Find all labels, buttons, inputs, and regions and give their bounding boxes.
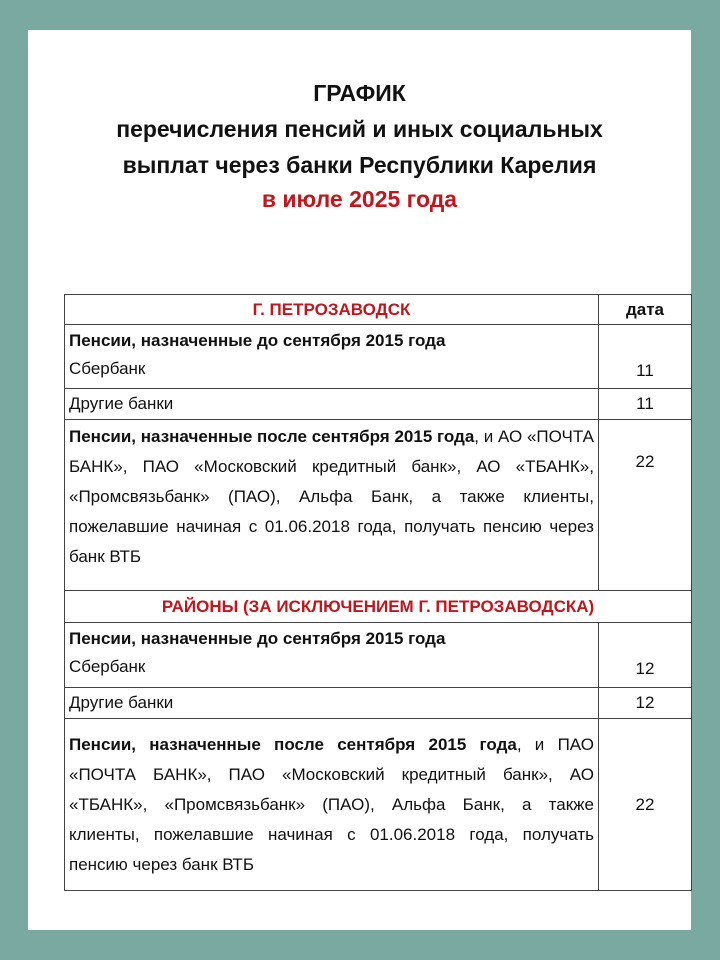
- table-row: [65, 420, 692, 591]
- region-header-row: [65, 591, 692, 623]
- city-after-date-cell: [598, 420, 691, 591]
- table-row: [65, 623, 692, 688]
- region-after-heading: Пенсии, назначенные после сентября 2015 года: [69, 734, 517, 754]
- table-row: [65, 389, 692, 420]
- city-after-heading: Пенсии, назначенные после сентября 2015 года: [69, 427, 475, 446]
- table-header-row: [65, 295, 692, 325]
- region-sberbank-date-cell: [598, 623, 691, 688]
- city-early-heading: Пенсии, назначенные до сентября 2015 года: [69, 331, 446, 350]
- city-sberbank-label: Сбербанк: [69, 359, 146, 378]
- region-after-text: , и ПАО «ПОЧТА БАНК», ПАО «Московский кредитный банк», АО «ТБАНК», «Промсвязьбанк» (ПАО), Альфа Банк, а также клиенты, пожелавшие начиная с 01.06.2018 года, получать пенсию через банк ВТБ: [69, 734, 594, 874]
- city-header: Г. ПЕТРОЗАВОДСК: [65, 295, 599, 325]
- table-row: [65, 719, 692, 891]
- table-row: [65, 688, 692, 719]
- city-other-date: 11: [598, 389, 691, 420]
- city-after-text: , и АО «ПОЧТА БАНК», ПАО «Московский кредитный банк», АО «ТБАНК», «Промсвязьбанк» (ПАО), Альфа Банк, а также клиенты, пожелавшие начиная с 01.06.2018 года, получать пенсию через банк ВТБ: [69, 427, 594, 566]
- document-card: [28, 30, 691, 930]
- region-after-cell: [65, 719, 599, 891]
- city-sberbank-date: 11: [636, 361, 654, 380]
- region-sberbank-date: 12: [635, 659, 655, 678]
- schedule-table: [64, 294, 692, 891]
- title-heading: ГРАФИК: [313, 80, 406, 106]
- region-header: РАЙОНЫ (ЗА ИСКЛЮЧЕНИЕМ Г. ПЕТРОЗАВОДСКА): [65, 591, 692, 623]
- region-early-heading: Пенсии, назначенные до сентября 2015 года: [69, 629, 446, 648]
- region-after-date: 22: [598, 719, 691, 891]
- region-other-label: Другие банки: [65, 688, 599, 719]
- date-header: дата: [598, 295, 691, 325]
- title-subheading-line2: выплат через банки Республики Карелия: [122, 152, 597, 178]
- table-row: [65, 325, 692, 389]
- region-early-cell: [65, 623, 599, 688]
- region-other-date: 12: [598, 688, 691, 719]
- region-sberbank-label: Сбербанк: [69, 657, 146, 676]
- title-subheading-line1: перечисления пенсий и иных социальных: [116, 116, 603, 142]
- title-period: в июле 2025 года: [261, 186, 458, 212]
- city-after-cell: [65, 420, 599, 591]
- city-sberbank-date-cell: [598, 325, 691, 389]
- city-after-date: 22: [635, 452, 655, 471]
- city-early-cell: [65, 325, 599, 389]
- city-other-label: Другие банки: [65, 389, 599, 420]
